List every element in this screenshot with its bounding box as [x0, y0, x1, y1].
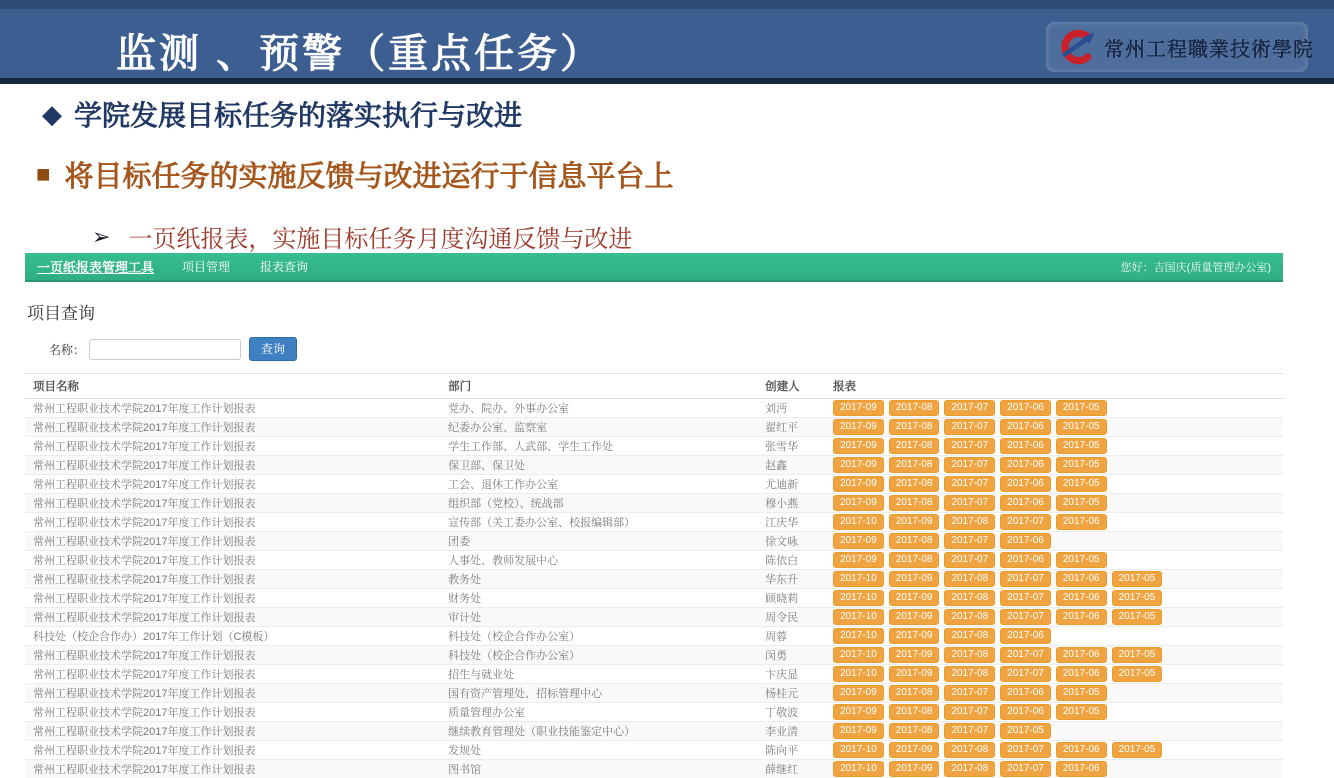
project-name-cell: 常州工程职业技术学院2017年度工作计划报表: [25, 494, 440, 513]
project-name-cell: 常州工程职业技术学院2017年度工作计划报表: [25, 703, 440, 722]
report-month-button[interactable]: 2017-05: [1000, 723, 1051, 739]
report-month-button[interactable]: 2017-07: [1000, 590, 1051, 606]
slide-title: 监测 、预警（重点任务）: [116, 22, 603, 79]
table-row: [25, 456, 1283, 475]
report-tool-screenshot: [25, 253, 1283, 778]
table-row: [25, 551, 1283, 570]
report-month-button[interactable]: 2017-08: [889, 457, 940, 473]
creator-cell: 张雪华: [757, 437, 825, 456]
report-month-button[interactable]: 2017-09: [889, 666, 940, 682]
project-name-cell: 常州工程职业技术学院2017年度工作计划报表: [25, 741, 440, 760]
report-month-button[interactable]: 2017-06: [1056, 761, 1107, 777]
reports-cell: [825, 399, 1283, 418]
report-month-button[interactable]: 2017-09: [889, 571, 940, 587]
report-month-button[interactable]: 2017-09: [833, 438, 884, 454]
reports-cell: [825, 589, 1283, 608]
report-month-button[interactable]: 2017-09: [833, 476, 884, 492]
report-month-button[interactable]: 2017-09: [889, 514, 940, 530]
report-month-button[interactable]: 2017-09: [833, 685, 884, 701]
report-month-button[interactable]: 2017-08: [944, 647, 995, 663]
report-month-button[interactable]: 2017-06: [1000, 419, 1051, 435]
department-cell: 继续教育管理处（职业技能鉴定中心）: [440, 722, 757, 741]
table-row: [25, 722, 1283, 741]
table-header-row: [25, 374, 1283, 399]
report-month-button[interactable]: 2017-08: [889, 419, 940, 435]
table-row: [25, 627, 1283, 646]
report-month-button[interactable]: 2017-07: [944, 495, 995, 511]
report-month-button[interactable]: 2017-08: [889, 533, 940, 549]
report-month-button[interactable]: 2017-07: [1000, 761, 1051, 777]
report-month-button[interactable]: 2017-06: [1000, 400, 1051, 416]
reports-cell: [825, 494, 1283, 513]
report-month-button[interactable]: 2017-10: [833, 761, 884, 777]
report-month-button[interactable]: 2017-05: [1056, 495, 1107, 511]
bullet1-text: 学院发展目标任务的落实执行与改进: [74, 94, 522, 134]
reports-cell: [825, 456, 1283, 475]
navbar-user-greeting[interactable]: 您好：吉国庆(质量管理办公室): [1121, 259, 1271, 275]
report-month-button[interactable]: 2017-08: [944, 666, 995, 682]
report-month-button[interactable]: 2017-10: [833, 647, 884, 663]
report-month-button[interactable]: 2017-07: [944, 533, 995, 549]
report-month-button[interactable]: 2017-08: [889, 476, 940, 492]
nav-item-project-management[interactable]: 项目管理: [182, 258, 230, 275]
creator-cell: 顾晓莉: [757, 589, 825, 608]
report-month-button[interactable]: 2017-08: [889, 685, 940, 701]
reports-cell: [825, 570, 1283, 589]
project-name-cell: 常州工程职业技术学院2017年度工作计划报表: [25, 684, 440, 703]
report-month-button[interactable]: 2017-05: [1056, 419, 1107, 435]
project-name-cell: 常州工程职业技术学院2017年度工作计划报表: [25, 722, 440, 741]
bullet-level2: [36, 154, 1334, 195]
report-month-button[interactable]: 2017-09: [889, 742, 940, 758]
report-month-button[interactable]: 2017-09: [889, 609, 940, 625]
report-month-button[interactable]: 2017-06: [1056, 590, 1107, 606]
department-cell: 人事处、教师发展中心: [440, 551, 757, 570]
report-month-button[interactable]: 2017-05: [1056, 438, 1107, 454]
report-month-button[interactable]: 2017-06: [1000, 552, 1051, 568]
report-month-button[interactable]: 2017-06: [1000, 685, 1051, 701]
header-reports: 报表: [825, 374, 1283, 399]
creator-cell: 陈向平: [757, 741, 825, 760]
report-month-button[interactable]: 2017-07: [944, 704, 995, 720]
report-month-button[interactable]: 2017-06: [1056, 514, 1107, 530]
reports-cell: [825, 665, 1283, 684]
project-search-form: [49, 337, 1281, 361]
report-month-button[interactable]: 2017-10: [833, 609, 884, 625]
report-month-button[interactable]: 2017-06: [1056, 742, 1107, 758]
creator-cell: 江庆华: [757, 513, 825, 532]
table-row: [25, 741, 1283, 760]
project-name-cell: 常州工程职业技术学院2017年度工作计划报表: [25, 760, 440, 778]
report-month-button[interactable]: 2017-08: [889, 723, 940, 739]
report-month-button[interactable]: 2017-05: [1112, 590, 1163, 606]
report-month-button[interactable]: 2017-06: [1000, 438, 1051, 454]
report-month-button[interactable]: 2017-07: [1000, 647, 1051, 663]
name-field-label: 名称：: [49, 341, 85, 358]
reports-cell: [825, 684, 1283, 703]
reports-cell: [825, 418, 1283, 437]
arrow-bullet-icon: ➢: [92, 224, 110, 250]
table-row: [25, 418, 1283, 437]
table-row: [25, 608, 1283, 627]
bullet2-text: 将目标任务的实施反馈与改进运行于信息平台上: [65, 154, 674, 195]
project-name-cell: 常州工程职业技术学院2017年度工作计划报表: [25, 608, 440, 627]
report-month-button[interactable]: 2017-05: [1112, 647, 1163, 663]
report-month-button[interactable]: 2017-06: [1000, 533, 1051, 549]
department-cell: 组织部（党校）、统战部: [440, 494, 757, 513]
department-cell: 科技处（校企合作办公室）: [440, 646, 757, 665]
report-month-button[interactable]: 2017-06: [1000, 495, 1051, 511]
banner-top-strip: [0, 0, 1334, 9]
department-cell: 招生与就业处: [440, 665, 757, 684]
project-name-cell: 常州工程职业技术学院2017年度工作计划报表: [25, 551, 440, 570]
report-month-button[interactable]: 2017-07: [1000, 514, 1051, 530]
college-emblem-icon: [1056, 28, 1096, 66]
report-month-button[interactable]: 2017-09: [833, 400, 884, 416]
report-month-button[interactable]: 2017-07: [1000, 742, 1051, 758]
reports-cell: [825, 741, 1283, 760]
report-month-button[interactable]: 2017-10: [833, 666, 884, 682]
report-month-button[interactable]: 2017-05: [1056, 476, 1107, 492]
project-name-cell: 常州工程职业技术学院2017年度工作计划报表: [25, 437, 440, 456]
bullet-level3: [92, 219, 1334, 254]
reports-cell: [825, 627, 1283, 646]
report-month-button[interactable]: 2017-09: [889, 761, 940, 777]
report-month-button[interactable]: 2017-08: [889, 400, 940, 416]
square-bullet-icon: ■: [36, 161, 51, 189]
name-search-input[interactable]: [89, 339, 241, 360]
report-month-button[interactable]: 2017-05: [1112, 609, 1163, 625]
header-project-name: 项目名称: [25, 374, 440, 399]
report-month-button[interactable]: 2017-07: [944, 723, 995, 739]
creator-cell: 翟红平: [757, 418, 825, 437]
department-cell: 保卫部、保卫处: [440, 456, 757, 475]
report-month-button[interactable]: 2017-06: [1000, 628, 1051, 644]
project-name-cell: 常州工程职业技术学院2017年度工作计划报表: [25, 456, 440, 475]
report-month-button[interactable]: 2017-07: [944, 419, 995, 435]
report-table-body: [25, 399, 1283, 778]
table-row: [25, 532, 1283, 551]
report-month-button[interactable]: 2017-07: [1000, 609, 1051, 625]
query-button[interactable]: 查询: [249, 337, 297, 361]
department-cell: 质量管理办公室: [440, 703, 757, 722]
department-cell: 发规处: [440, 741, 757, 760]
report-month-button[interactable]: 2017-08: [944, 590, 995, 606]
table-row: [25, 665, 1283, 684]
report-month-button[interactable]: 2017-09: [833, 457, 884, 473]
reports-cell: [825, 513, 1283, 532]
report-month-button[interactable]: 2017-06: [1000, 457, 1051, 473]
reports-cell: [825, 646, 1283, 665]
table-row: [25, 760, 1283, 778]
report-month-button[interactable]: 2017-08: [889, 552, 940, 568]
project-name-cell: 常州工程职业技术学院2017年度工作计划报表: [25, 570, 440, 589]
creator-cell: 穆小燕: [757, 494, 825, 513]
creator-cell: 徐文咏: [757, 532, 825, 551]
creator-cell: 刘沔: [757, 399, 825, 418]
project-name-cell: 常州工程职业技术学院2017年度工作计划报表: [25, 418, 440, 437]
department-cell: 科技处（校企合作办公室）: [440, 627, 757, 646]
report-month-button[interactable]: 2017-09: [833, 533, 884, 549]
report-month-button[interactable]: 2017-05: [1056, 704, 1107, 720]
report-month-button[interactable]: 2017-05: [1056, 685, 1107, 701]
report-month-button[interactable]: 2017-08: [944, 514, 995, 530]
creator-cell: 周蓉: [757, 627, 825, 646]
report-month-button[interactable]: 2017-06: [1000, 476, 1051, 492]
report-month-button[interactable]: 2017-10: [833, 514, 884, 530]
report-month-button[interactable]: 2017-05: [1112, 571, 1163, 587]
report-month-button[interactable]: 2017-05: [1056, 552, 1107, 568]
creator-cell: 杨桂元: [757, 684, 825, 703]
report-month-button[interactable]: 2017-08: [944, 761, 995, 777]
header-department: 部门: [440, 374, 757, 399]
reports-cell: [825, 760, 1283, 778]
college-name: 常州工程職業技術學院: [1104, 33, 1314, 62]
reports-cell: [825, 532, 1283, 551]
report-month-button[interactable]: 2017-09: [889, 590, 940, 606]
report-month-button[interactable]: 2017-08: [944, 571, 995, 587]
department-cell: 图书馆: [440, 760, 757, 778]
report-month-button[interactable]: 2017-07: [944, 685, 995, 701]
department-cell: 宣传部（关工委办公室、校报编辑部）: [440, 513, 757, 532]
creator-cell: 薛继红: [757, 760, 825, 778]
report-month-button[interactable]: 2017-09: [833, 552, 884, 568]
report-month-button[interactable]: 2017-09: [833, 495, 884, 511]
report-month-button[interactable]: 2017-05: [1056, 400, 1107, 416]
report-month-button[interactable]: 2017-05: [1056, 457, 1107, 473]
reports-cell: [825, 722, 1283, 741]
table-row: [25, 437, 1283, 456]
report-month-button[interactable]: 2017-06: [1056, 666, 1107, 682]
reports-cell: [825, 608, 1283, 627]
project-name-cell: 常州工程职业技术学院2017年度工作计划报表: [25, 475, 440, 494]
table-row: [25, 399, 1283, 418]
app-navbar: [25, 253, 1283, 282]
creator-cell: 华东升: [757, 570, 825, 589]
report-month-button[interactable]: 2017-08: [944, 742, 995, 758]
report-month-button[interactable]: 2017-10: [833, 571, 884, 587]
bullet3-text: 一页纸报表，实施目标任务月度沟通反馈与改进: [128, 219, 632, 254]
table-row: [25, 570, 1283, 589]
department-cell: 学生工作部、人武部、学生工作处: [440, 437, 757, 456]
creator-cell: 闵勇: [757, 646, 825, 665]
project-name-cell: 常州工程职业技术学院2017年度工作计划报表: [25, 532, 440, 551]
report-month-button[interactable]: 2017-08: [889, 704, 940, 720]
creator-cell: 李业清: [757, 722, 825, 741]
report-month-button[interactable]: 2017-09: [833, 419, 884, 435]
reports-cell: [825, 703, 1283, 722]
navbar-brand[interactable]: 一页纸报表管理工具: [37, 257, 154, 276]
reports-cell: [825, 437, 1283, 456]
report-month-button[interactable]: 2017-09: [833, 723, 884, 739]
report-month-button[interactable]: 2017-07: [944, 457, 995, 473]
report-month-button[interactable]: 2017-07: [944, 476, 995, 492]
creator-cell: 周令民: [757, 608, 825, 627]
report-month-button[interactable]: 2017-10: [833, 628, 884, 644]
report-month-button[interactable]: 2017-09: [833, 704, 884, 720]
department-cell: 财务处: [440, 589, 757, 608]
creator-cell: 丁敬波: [757, 703, 825, 722]
report-month-button[interactable]: 2017-08: [889, 438, 940, 454]
diamond-bullet-icon: ◆: [42, 99, 62, 130]
project-name-cell: 常州工程职业技术学院2017年度工作计划报表: [25, 399, 440, 418]
report-month-button[interactable]: 2017-07: [944, 552, 995, 568]
table-row: [25, 684, 1283, 703]
report-month-button[interactable]: 2017-08: [944, 609, 995, 625]
slide-body: [0, 88, 1334, 254]
department-cell: 教务处: [440, 570, 757, 589]
department-cell: 党办、院办、外事办公室: [440, 399, 757, 418]
table-row: [25, 475, 1283, 494]
table-row: [25, 589, 1283, 608]
header-creator: 创建人: [757, 374, 825, 399]
report-month-button[interactable]: 2017-07: [1000, 571, 1051, 587]
page-title: 项目查询: [27, 299, 1281, 324]
report-month-button[interactable]: 2017-08: [889, 495, 940, 511]
project-name-cell: 常州工程职业技术学院2017年度工作计划报表: [25, 646, 440, 665]
report-month-button[interactable]: 2017-07: [1000, 666, 1051, 682]
table-row: [25, 494, 1283, 513]
reports-cell: [825, 551, 1283, 570]
creator-cell: 赵鑫: [757, 456, 825, 475]
creator-cell: 卞庆显: [757, 665, 825, 684]
report-month-button[interactable]: 2017-06: [1056, 609, 1107, 625]
college-logo: [1046, 22, 1308, 72]
table-row: [25, 703, 1283, 722]
table-row: [25, 513, 1283, 532]
reports-cell: [825, 475, 1283, 494]
project-name-cell: 常州工程职业技术学院2017年度工作计划报表: [25, 589, 440, 608]
report-month-button[interactable]: 2017-05: [1112, 742, 1163, 758]
creator-cell: 尤迪新: [757, 475, 825, 494]
project-name-cell: 常州工程职业技术学院2017年度工作计划报表: [25, 665, 440, 684]
project-name-cell: 科技处（校企合作办）2017年工作计划（C模板）: [25, 627, 440, 646]
report-month-button[interactable]: 2017-06: [1056, 571, 1107, 587]
department-cell: 工会、退休工作办公室: [440, 475, 757, 494]
department-cell: 国有资产管理处、招标管理中心: [440, 684, 757, 703]
department-cell: 审计处: [440, 608, 757, 627]
report-month-button[interactable]: 2017-06: [1000, 704, 1051, 720]
bullet-level1: [42, 94, 1334, 134]
department-cell: 纪委办公室、监察室: [440, 418, 757, 437]
table-row: [25, 646, 1283, 665]
project-report-table: [25, 373, 1283, 778]
slide-header-banner: [0, 0, 1334, 84]
project-name-cell: 常州工程职业技术学院2017年度工作计划报表: [25, 513, 440, 532]
report-month-button[interactable]: 2017-07: [944, 400, 995, 416]
report-month-button[interactable]: 2017-08: [944, 628, 995, 644]
creator-cell: 陈依白: [757, 551, 825, 570]
nav-item-report-query[interactable]: 报表查询: [260, 258, 308, 275]
report-month-button[interactable]: 2017-10: [833, 742, 884, 758]
report-month-button[interactable]: 2017-07: [944, 438, 995, 454]
report-month-button[interactable]: 2017-05: [1112, 666, 1163, 682]
report-month-button[interactable]: 2017-06: [1056, 647, 1107, 663]
report-month-button[interactable]: 2017-10: [833, 590, 884, 606]
report-month-button[interactable]: 2017-09: [889, 628, 940, 644]
department-cell: 团委: [440, 532, 757, 551]
report-month-button[interactable]: 2017-09: [889, 647, 940, 663]
